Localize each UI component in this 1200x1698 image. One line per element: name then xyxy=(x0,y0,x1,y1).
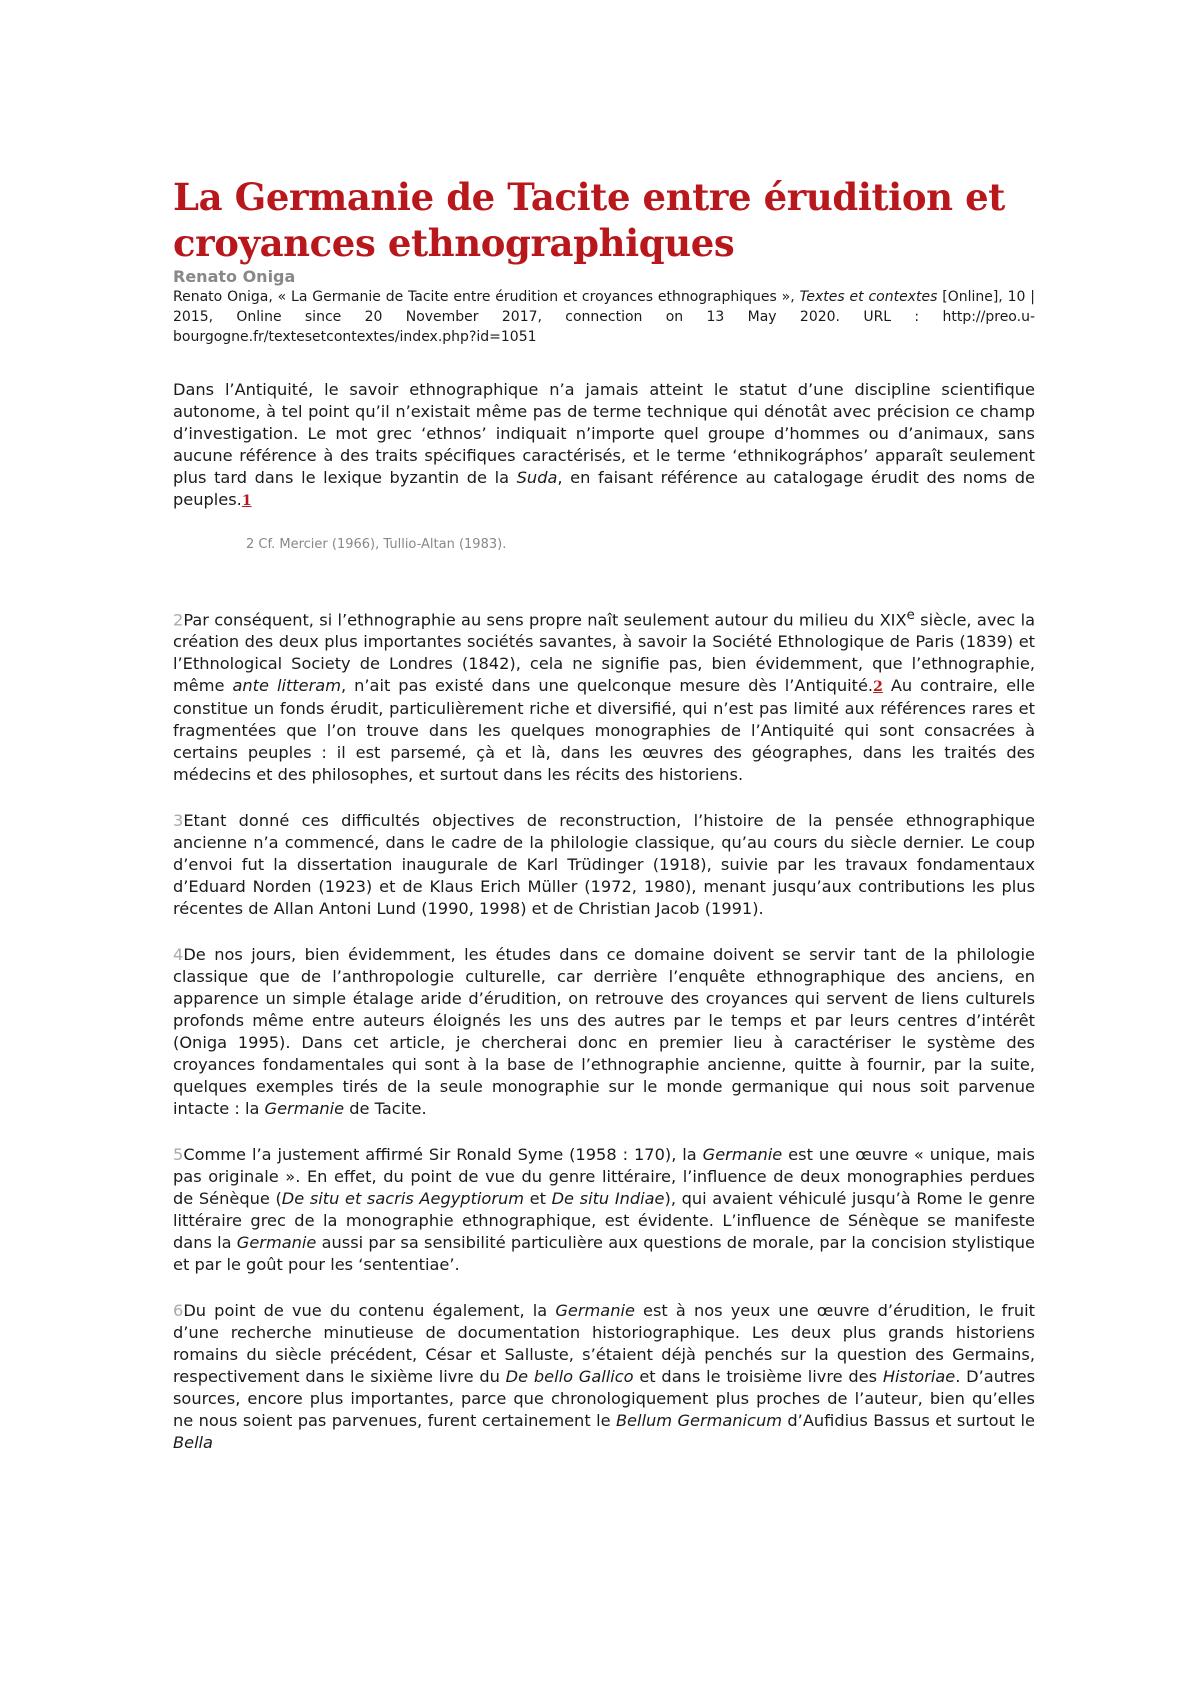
paragraph-2 xyxy=(173,604,1035,786)
paragraph-5-italic-germanie-2: Germanie xyxy=(236,1233,317,1253)
article-title: La Germanie de Tacite entre érudition et croyances ethnographiques xyxy=(173,175,1005,265)
footnote-ref-1[interactable]: 1 xyxy=(241,493,252,509)
paragraph-6-text-b: est à nos yeux une œuvre d’érudition, le fruit d’une recherche minutieuse de documentation historiographique. Les deux plus grands historiens romains du siècle précédent, César et Salluste, s’étaient déjà penchés sur la question des Germains, respectivement dans le sixième livre du xyxy=(173,1301,1035,1387)
paragraph-6-italic-bellum-germanicum: Bellum Germanicum xyxy=(615,1411,782,1431)
paragraph-1-italic-suda: Suda xyxy=(516,468,558,487)
citation xyxy=(173,287,1035,347)
footnote-2-text: Cf. Mercier (1966), Tullio-Altan (1983). xyxy=(254,537,507,552)
paragraph-5-italic-indiae: De situ Indiae xyxy=(551,1189,665,1209)
paragraph-1 xyxy=(173,379,1035,512)
citation-prefix: Renato Oniga, « La Germanie de Tacite entre érudition et croyances ethnographiques », xyxy=(173,289,800,305)
paragraph-5-text-b: est une œuvre « unique, mais pas originale ». En effet, du point de vue du genre littéraire, l’influence de deux monographies perdues de Sénèque ( xyxy=(173,1145,1035,1209)
paragraph-2-superscript: e xyxy=(906,607,915,623)
article-author: Renato Oniga xyxy=(173,267,296,286)
paragraph-5-text-d: ), qui avaient véhiculé jusqu’à Rome le genre littéraire grec de la monographie ethnographique, est évidente. L’influence de Sénèque se manifeste dans la xyxy=(173,1189,1035,1253)
paragraph-2-text-c: , n’ait pas existé dans une quelconque mesure dès l’Antiquité. xyxy=(340,676,874,696)
paragraph-2-italic-ante-litteram: ante litteram xyxy=(232,676,341,696)
paragraph-number-4[interactable]: 4 xyxy=(173,945,184,965)
paragraph-6-italic-germanie: Germanie xyxy=(555,1301,635,1321)
paragraph-number-2[interactable]: 2 xyxy=(173,610,184,630)
citation-suffix: [Online], 10 | 2015, Online since 20 November 2017, connection on 13 May 2020. URL : xyxy=(173,289,1035,325)
paragraph-6-text-e: d’Aufidius Bassus et surtout le xyxy=(781,1411,1036,1431)
paragraph-2-text-d: Au contraire, elle constitue un fonds érudit, particulièrement riche et diversifié, qui n’est pas limité aux références rares et fragmentées que l’on trouve dans les quelques monographies de l’Antiquité qui sont consacrées à certains peuples : il est parsemé, çà et là, dans les œuvres des géographes, dans les traités des médecins et des philosophes, et surtout dans les récits des historiens. xyxy=(173,676,1035,785)
paragraph-4-text-b: de Tacite. xyxy=(344,1099,427,1119)
paragraph-6-italic-de-bello-gallico: De bello Gallico xyxy=(505,1367,634,1387)
paragraph-5-text-e: aussi par sa sensibilité particulière aux questions de morale, par la concision stylistique et par le goût pour les ‘sententiae’. xyxy=(173,1233,1035,1275)
paragraph-2-text-b: siècle, avec la création des deux plus importantes sociétés savantes, à savoir la Société Ethnologique de Paris (1839) et l’Ethnological Society de Londres (1842), cela ne signifie pas, bien évidemment, que l’ethnographie, même xyxy=(173,610,1035,696)
paragraph-6-italic-bella: Bella xyxy=(173,1433,213,1453)
paragraph-4-text-a: De nos jours, bien évidemment, les études dans ce domaine doivent se servir tant de la philologie classique que de l’anthropologie culturelle, car derrière l’enquête ethnographique des anciens, en apparence un simple étalage aride d’érudition, on retrouve des croyances qui servent de liens culturels profonds même entre auteurs éloignés les uns des autres par le temps et par leurs centres d’intérêt (Oniga 1995). Dans cet article, je chercherai donc en premier lieu à caractériser le système des croyances fondamentales qui sont à la base de l’ethnographie ancienne, quitte à fournir, par la suite, quelques exemples tirés de la seule monographie sur le monde germanique qui nous soit parvenue intacte : la xyxy=(173,945,1035,1119)
paragraph-5-text-c: et xyxy=(524,1189,552,1209)
paragraph-number-6[interactable]: 6 xyxy=(173,1301,184,1321)
paragraph-6 xyxy=(173,1300,1035,1454)
paragraph-2-text-a: Par conséquent, si l’ethnographie au sens propre naît seulement autour du milieu du XIX xyxy=(183,610,907,630)
paragraph-5-italic-germanie-1: Germanie xyxy=(702,1145,783,1165)
paragraph-1-text-a: Dans l’Antiquité, le savoir ethnographique n’a jamais atteint le statut d’une discipline scientifique autonome, à tel point qu’il n’existait même pas de terme technique qui dénotât avec précision ce champ d’investigation. Le mot grec ‘ethnos’ indiquait n’importe quel groupe d’hommes ou d’animaux, sans aucune référence à des traits spécifiques caractérisés, et le terme ‘ethnikográphos’ apparaît seulement plus tard dans le lexique byzantin de la xyxy=(173,380,1035,487)
paragraph-4 xyxy=(173,944,1035,1120)
paragraph-3-text: Etant donné ces difficultés objectives de reconstruction, l’histoire de la pensée ethnographique ancienne n’a commencé, dans le cadre de la philologie classique, qu’au cours du siècle dernier. Le coup d’envoi fut la dissertation inaugurale de Karl Trüdinger (1918), suivie par les travaux fondamentaux d’Eduard Norden (1923) et de Klaus Erich Müller (1972, 1980), menant jusqu’aux contributions les plus récentes de Allan Antoni Lund (1990, 1998) et de Christian Jacob (1991). xyxy=(173,811,1035,919)
footnote-2 xyxy=(246,536,1035,554)
paragraph-6-italic-historiae: Historiae xyxy=(882,1367,956,1387)
paragraph-1-text-b: , en faisant référence au catalogage érudit des noms de peuples. xyxy=(173,468,1035,509)
paragraph-5-text-a: Comme l’a justement affirmé Sir Ronald Syme (1958 : 170), la xyxy=(183,1145,703,1165)
paragraph-number-3[interactable]: 3 xyxy=(173,811,184,831)
article xyxy=(173,174,1035,1454)
paragraph-3 xyxy=(173,810,1035,920)
paragraph-number-5[interactable]: 5 xyxy=(173,1145,184,1165)
footnote-2-number[interactable]: 2 xyxy=(246,537,255,552)
paragraph-5-italic-aegyptiorum: De situ et sacris Aegyptiorum xyxy=(281,1189,525,1209)
citation-url-link[interactable]: http://preo.u-bourgogne.fr/textesetcontextes/index.php?id=1051 xyxy=(173,309,1035,345)
citation-journal: Textes et contextes xyxy=(799,289,938,305)
paragraph-6-text-d: . D’autres sources, encore plus importantes, parce que chronologiquement plus proches de l’auteur, bien qu’elles ne nous soient pas parvenues, furent certainement le xyxy=(173,1367,1036,1431)
paragraph-5 xyxy=(173,1144,1035,1276)
footnote-ref-2[interactable]: 2 xyxy=(873,679,883,696)
paragraph-6-text-c: et dans le troisième livre des xyxy=(633,1367,883,1387)
paragraph-4-italic-germanie: Germanie xyxy=(264,1099,345,1119)
paragraph-6-text-a: Du point de vue du contenu également, la xyxy=(183,1301,556,1321)
